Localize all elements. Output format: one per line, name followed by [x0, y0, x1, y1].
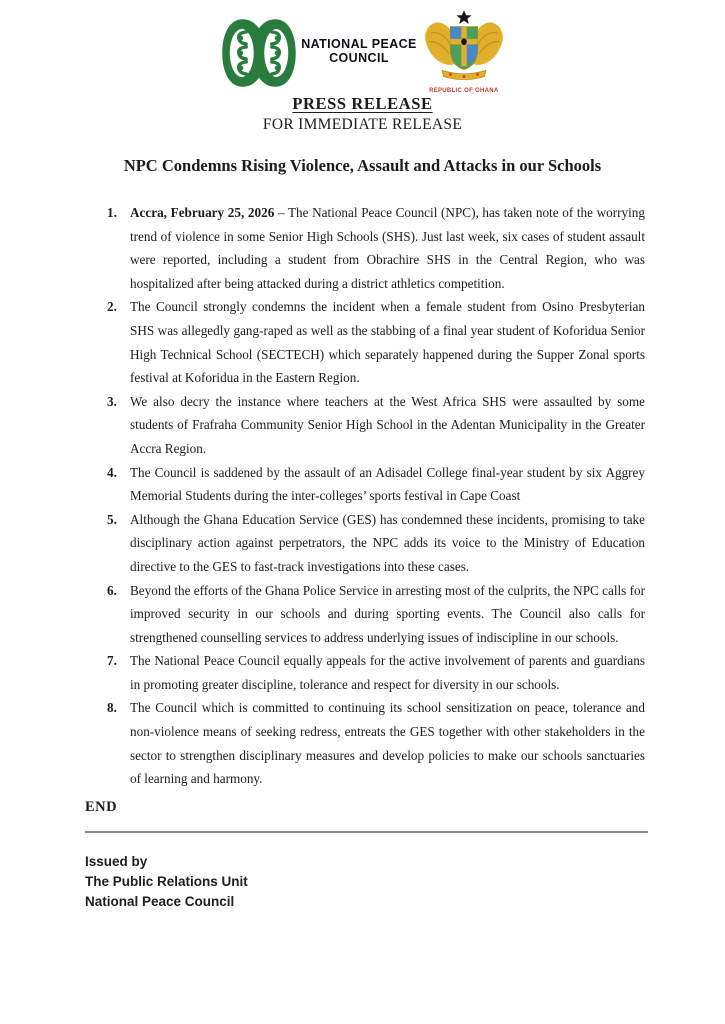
list-item-number: 3. — [107, 393, 117, 409]
list-item-text: We also decry the instance where teachers at the West Africa SHS were assaulted by some students of Frafraha Community Senior High School in the Adentan Municipality in the Greater Accra Region. — [130, 393, 645, 456]
list-item-text: Accra, February 25, 2026 – The National Peace Council (NPC), has taken note of the worrying trend of violence in some Senior High Schools (SHS). Just last week, six cases of student assault were reported, including a student from Obrachire SHS in the Central Region, who was hospitalized after being attacked during a district athletics competition. — [130, 205, 645, 291]
npc-logo-icon — [220, 17, 298, 89]
org-name-line2: COUNCIL — [329, 51, 389, 65]
org-name-line1: NATIONAL PEACE — [301, 37, 417, 51]
org-name — [301, 37, 417, 65]
list-item-number: 6. — [107, 582, 117, 598]
list-item-number: 4. — [107, 464, 117, 480]
list-item-number: 5. — [107, 511, 117, 527]
list-item — [107, 201, 645, 295]
list-item-text: The National Peace Council equally appeals for the active involvement of parents and guardians in promoting greater discipline, tolerance and respect for diversity in our schools. — [130, 653, 645, 692]
issued-by-line: Issued by — [85, 854, 148, 869]
list-item — [107, 696, 645, 790]
list-item-text: The Council strongly condemns the incident when a female student from Osino Presbyterian SHS was allegedly gang-raped as well as the stabbing of a final year student of Koforidua Senior High Technical School (SECTECH) which separately happened during the Supper Zonal sports festival at Koforidua in the Eastern Region. — [130, 299, 645, 386]
end-label: END — [85, 799, 118, 815]
for-immediate-release-label: FOR IMMEDIATE RELEASE — [262, 116, 463, 133]
list-item-text: The Council which is committed to continuing its school sensitization on peace, tolerance and non-violence means of seeking redress, entreats the GES together with other stakeholders in the sector to strengthen disciplinary measures and develop policies to make our schools sanctuaries of learning and harmony. — [130, 700, 645, 787]
list-item-text: Beyond the efforts of the Ghana Police Service in arresting most of the culprits, the NPC calls for improved security in our schools and during sporting events. The Council also calls for strengthened counselling services to address underlying issues of indiscipline in our schools. — [130, 582, 645, 645]
list-item — [107, 390, 645, 461]
ghana-coat-of-arms-icon — [423, 10, 505, 87]
page-title: NPC Condemns Rising Violence, Assault and Attacks in our Schools — [123, 156, 602, 175]
issued-by-unit: The Public Relations Unit — [85, 874, 248, 889]
list-item — [107, 649, 645, 696]
issued-by-org: National Peace Council — [85, 894, 235, 909]
issued-by-block — [85, 852, 248, 912]
press-release-label: PRESS RELEASE — [292, 94, 433, 113]
list-item-text: Although the Ghana Education Service (GES) has condemned these incidents, promising to take disciplinary action against perpetrators, the NPC adds its voice to the Ministry of Education directive to the GES to fast-track investigations into these cases. — [130, 511, 645, 574]
list-item-number: 7. — [107, 653, 117, 669]
document-header — [0, 0, 725, 134]
list-item-number: 1. — [107, 205, 117, 220]
coat-of-arms-caption: REPUBLIC OF GHANA — [429, 88, 499, 94]
list-item — [107, 508, 645, 579]
list-item — [107, 461, 645, 508]
press-release-list — [107, 201, 645, 791]
coat-of-arms — [423, 10, 505, 94]
footer-divider — [85, 831, 648, 833]
logo-row — [0, 10, 725, 94]
list-item-number: 2. — [107, 299, 117, 315]
list-item — [107, 579, 645, 650]
list-item-number: 8. — [107, 700, 117, 716]
list-item — [107, 295, 645, 389]
list-item-text: The Council is saddened by the assault of an Adisadel College final-year student by six Aggrey Memorial Students during the inter-colleges’ sports festival in Cape Coast — [130, 464, 645, 504]
